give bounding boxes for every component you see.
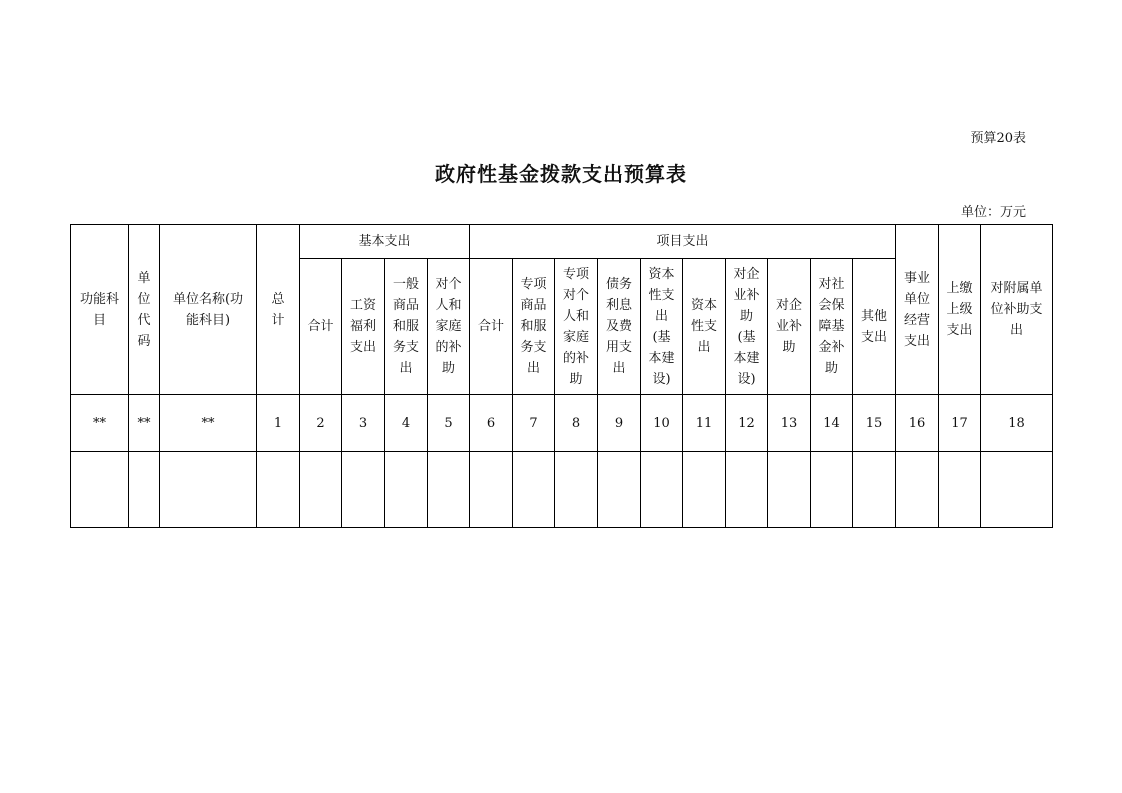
header-project-0-text: 合计 — [478, 319, 505, 334]
data-cell — [129, 452, 160, 528]
header-project-3 — [598, 259, 641, 395]
header-project-9 — [853, 259, 896, 395]
header-func-subject-text: 功能科 目 — [79, 291, 119, 328]
index-cell: 18 — [981, 395, 1053, 452]
header-project-6-text: 对企 业补 助 (基 本建 设) — [733, 266, 760, 387]
data-cell — [598, 452, 641, 528]
index-cell: 3 — [342, 395, 385, 452]
header-project-8-text: 对社 会保 障基 金补 助 — [818, 277, 845, 376]
header-basic-group: 基本支出 — [300, 225, 470, 259]
header-project-5 — [683, 259, 726, 395]
header-project-group: 项目支出 — [470, 225, 896, 259]
index-cell: ** — [160, 395, 257, 452]
index-cell: ** — [71, 395, 129, 452]
index-cell: 9 — [598, 395, 641, 452]
header-unit-name-text: 单位名称(功 能科目) — [172, 291, 244, 328]
header-basic-0-text: 合计 — [307, 319, 334, 334]
header-func-subject — [71, 225, 129, 395]
index-cell: 10 — [641, 395, 683, 452]
index-cell: 5 — [428, 395, 470, 452]
index-cell: 2 — [300, 395, 342, 452]
header-upper — [939, 225, 981, 395]
header-unit-code — [129, 225, 160, 395]
header-basic-3-text: 对个 人和 家庭 的补 助 — [435, 277, 462, 376]
header-project-1-text: 专项 商品 和服 务支 出 — [520, 277, 547, 376]
header-business — [896, 225, 939, 395]
index-cell: 12 — [726, 395, 768, 452]
header-project-2 — [555, 259, 598, 395]
header-project-8 — [811, 259, 853, 395]
index-cell: 13 — [768, 395, 811, 452]
header-total-text: 总 计 — [271, 291, 285, 328]
header-upper-text: 上缴 上级 支出 — [946, 281, 973, 338]
data-cell — [981, 452, 1053, 528]
index-cell: ** — [129, 395, 160, 452]
empty-data-row — [71, 452, 1053, 528]
budget-table — [70, 224, 1053, 528]
data-cell — [300, 452, 342, 528]
table-number: 预算20表 — [970, 131, 1026, 146]
data-cell — [71, 452, 129, 528]
index-cell: 6 — [470, 395, 513, 452]
data-cell — [811, 452, 853, 528]
data-cell — [342, 452, 385, 528]
index-cell: 1 — [257, 395, 300, 452]
header-business-text: 事业 单位 经营 支出 — [904, 270, 931, 349]
data-cell — [470, 452, 513, 528]
header-project-2-text: 专项 对个 人和 家庭 的补 助 — [563, 266, 590, 387]
data-cell — [257, 452, 300, 528]
header-basic-1-text: 工资 福利 支出 — [349, 298, 376, 355]
index-cell: 16 — [896, 395, 939, 452]
header-project-0 — [470, 259, 513, 395]
data-cell — [853, 452, 896, 528]
index-cell: 7 — [513, 395, 555, 452]
header-basic-1 — [342, 259, 385, 395]
header-basic-3 — [428, 259, 470, 395]
data-cell — [555, 452, 598, 528]
data-cell — [385, 452, 428, 528]
header-project-4-text: 资本 性支 出 (基 本建 设) — [648, 266, 675, 387]
header-project-4 — [641, 259, 683, 395]
header-project-6 — [726, 259, 768, 395]
index-row — [71, 395, 1053, 452]
header-project-9-text: 其他 支出 — [861, 308, 888, 345]
header-project-7 — [768, 259, 811, 395]
header-total — [257, 225, 300, 395]
index-cell: 14 — [811, 395, 853, 452]
header-basic-2 — [385, 259, 428, 395]
data-cell — [641, 452, 683, 528]
header-unit-code-text: 单 位 代 码 — [137, 270, 151, 349]
index-cell: 17 — [939, 395, 981, 452]
unit-label: 单位：万元 — [960, 205, 1026, 220]
header-subsidy-text: 对附属单 位补助支 出 — [990, 281, 1043, 338]
index-cell: 15 — [853, 395, 896, 452]
header-project-7-text: 对企 业补 助 — [776, 298, 803, 355]
data-cell — [428, 452, 470, 528]
data-cell — [726, 452, 768, 528]
data-cell — [768, 452, 811, 528]
header-unit-name — [160, 225, 257, 395]
data-cell — [683, 452, 726, 528]
index-cell: 8 — [555, 395, 598, 452]
data-cell — [896, 452, 939, 528]
data-cell — [160, 452, 257, 528]
header-basic-0 — [300, 259, 342, 395]
header-subsidy — [981, 225, 1053, 395]
header-project-1 — [513, 259, 555, 395]
data-cell — [513, 452, 555, 528]
index-cell: 4 — [385, 395, 428, 452]
header-project-5-text: 资本 性支 出 — [691, 298, 718, 355]
header-basic-2-text: 一般 商品 和服 务支 出 — [392, 277, 419, 376]
index-cell: 11 — [683, 395, 726, 452]
header-project-3-text: 债务 利息 及费 用支 出 — [606, 277, 633, 376]
data-cell — [939, 452, 981, 528]
page-title: 政府性基金拨款支出预算表 — [435, 162, 687, 186]
